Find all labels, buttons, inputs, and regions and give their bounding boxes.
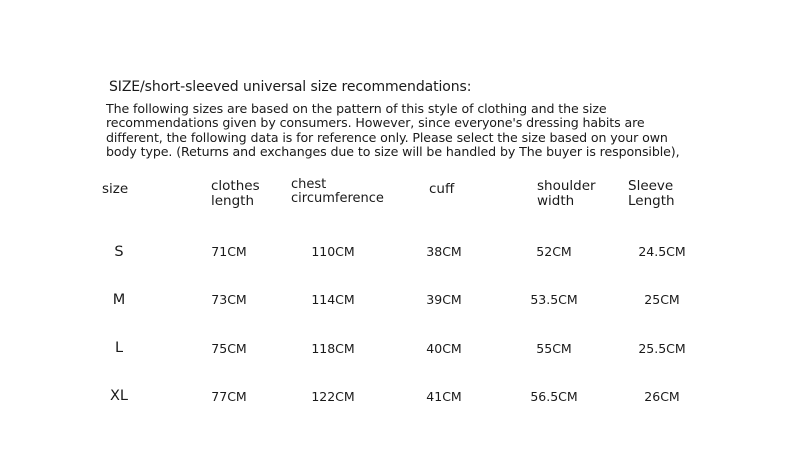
shoulder-cell: 56.5CM bbox=[530, 389, 578, 404]
clothes-length-cell: 75CM bbox=[211, 341, 247, 356]
header-label: cuff bbox=[429, 181, 455, 197]
description-line: The following sizes are based on the pattern of this style of clothing and the size bbox=[106, 101, 607, 116]
page-title: SIZE/short-sleeved universal size recommendations: bbox=[109, 79, 472, 95]
header-clothes-length bbox=[211, 179, 260, 209]
header-label: size bbox=[102, 181, 129, 197]
size-cell: S bbox=[114, 244, 124, 260]
sleeve-cell: 26CM bbox=[644, 389, 680, 404]
cuff-cell: 38CM bbox=[426, 244, 462, 259]
header-label: width bbox=[537, 193, 575, 209]
header-label: Sleeve bbox=[628, 178, 674, 194]
shoulder-cell: 52CM bbox=[536, 244, 572, 259]
description-line: recommendations given by consumers. However, since everyone's dressing habits are bbox=[106, 115, 645, 131]
cuff-cell: 40CM bbox=[426, 341, 462, 356]
description-line: different, the following data is for reference only. Please select the size based on your own bbox=[106, 129, 668, 145]
clothes-length-cell: 73CM bbox=[211, 292, 247, 307]
chest-cell: 122CM bbox=[311, 389, 355, 404]
description-line: body type. (Returns and exchanges due to size will be handled by The buyer is responsible), bbox=[106, 144, 680, 160]
sleeve-cell: 24.5CM bbox=[638, 244, 686, 259]
cuff-cell: 39CM bbox=[426, 292, 462, 307]
chest-cell: 118CM bbox=[311, 341, 355, 356]
header-label: clothes bbox=[211, 178, 260, 194]
size-cell: L bbox=[114, 340, 124, 356]
header-sleeve-length bbox=[628, 179, 675, 209]
shoulder-cell: 55CM bbox=[536, 341, 572, 356]
header-label: Length bbox=[628, 193, 675, 209]
header-label: chest bbox=[291, 177, 327, 192]
header-size bbox=[102, 182, 128, 197]
header-shoulder-width bbox=[537, 179, 596, 209]
size-cell: M bbox=[112, 292, 126, 308]
cuff-cell: 41CM bbox=[426, 389, 462, 404]
clothes-length-cell: 71CM bbox=[211, 244, 247, 259]
clothes-length-cell: 77CM bbox=[211, 389, 247, 404]
chest-cell: 110CM bbox=[311, 244, 355, 259]
header-cuff bbox=[429, 182, 454, 197]
sleeve-cell: 25CM bbox=[644, 292, 680, 307]
shoulder-cell: 53.5CM bbox=[530, 292, 578, 307]
header-label: length bbox=[211, 193, 255, 209]
size-description bbox=[106, 102, 746, 160]
size-cell: XL bbox=[109, 388, 129, 404]
header-label: shoulder bbox=[537, 178, 596, 194]
sleeve-cell: 25.5CM bbox=[638, 341, 686, 356]
header-chest-circumference bbox=[291, 178, 384, 206]
chest-cell: 114CM bbox=[311, 292, 355, 307]
header-label: circumference bbox=[291, 191, 384, 206]
